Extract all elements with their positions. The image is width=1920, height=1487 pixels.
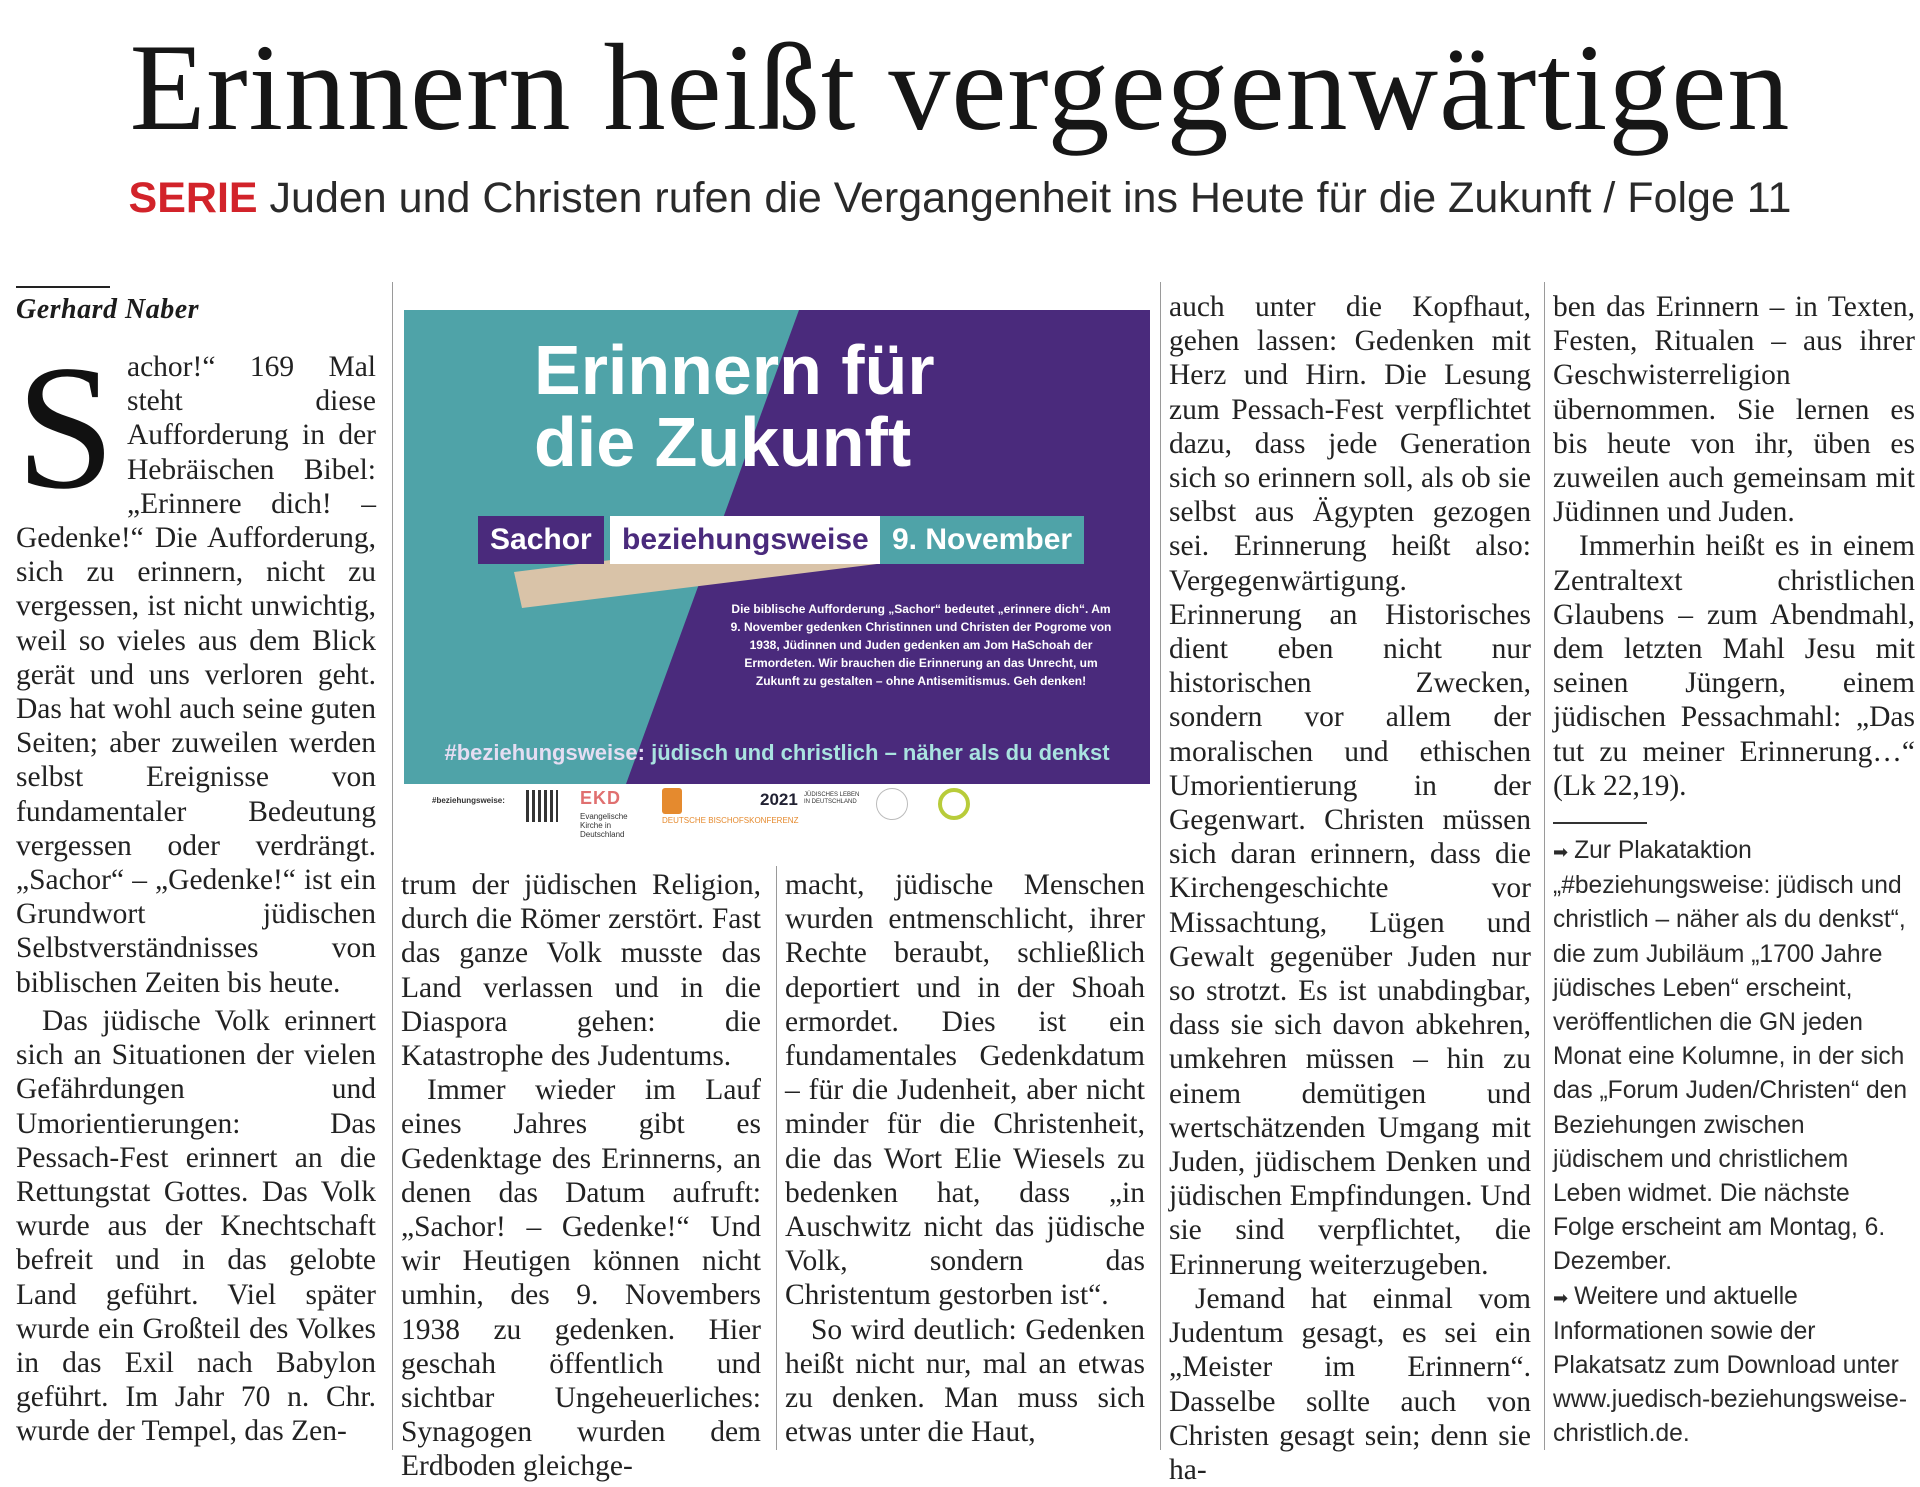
ekd-logo-caption: Evangelische Kirche in Deutschland xyxy=(580,812,628,839)
column-divider xyxy=(776,866,777,1450)
poster-logo-strip xyxy=(404,784,1150,839)
headline: Erinnern heißt vergegenwärtigen xyxy=(129,19,1791,156)
dbk-logo-icon xyxy=(662,788,682,814)
poster-description: Die biblische Aufforderung „Sachor“ bedeutet „erinnere dich“. Am 9. November gedenken Christinnen und Christen der Pogrome von 1938, Jüdinnen und Juden gedenken am Jom HaSchoah der Ermordeten. Wir brauchen die Erinnerung an das Unrecht, um Zukunft zu gestalten – ohne Antisemitismus. Geh denken! xyxy=(730,602,1112,688)
ekd-logo: EKD xyxy=(580,788,622,808)
author-rule xyxy=(16,286,110,288)
article-paragraph: trum der jüdischen Religion, durch die Römer zerstört. Fast das ganze Volk musste das Land verlassen und in die Diaspora gehen: die Katastrophe des Judentums. xyxy=(401,869,761,1073)
column-divider xyxy=(392,282,393,1450)
arrow-right-icon: ➡ xyxy=(1553,842,1569,862)
poster-image xyxy=(404,310,1150,784)
emblem-icon xyxy=(876,788,908,820)
qr-code-icon xyxy=(526,790,558,822)
logo-hashtag-text: #beziehungsweise: xyxy=(432,796,505,805)
poster-title-line: die Zukunft xyxy=(534,403,912,481)
article-paragraph: ben das Erinnern – in Texten, Festen, Ritualen – aus ihrer Geschwisterreligion übernommen. Sie lernen es bis heute von ihr, üben es zuweilen auch gemeinsam mit Jüdinnen und Juden. xyxy=(1553,291,1915,529)
article-paragraph: Das jüdische Volk erinnert sich an Situationen der vielen Gefährdungen und Umorientierungen: Das Pessach-Fest erinnert an die Rettungstat Gottes. Das Volk wurde aus der Knechtschaft befreit und in das gelobte Land geführt. Viel später wurde ein Großteil des Volkes in das Exil nach Babylon geführt. Im Jahr 70 n. Chr. wurde der Tempel, das Zen- xyxy=(16,1005,376,1448)
article-paragraph: So wird deutlich: Gedenken heißt nicht nur, mal an etwas zu denken. Man muss sich etwas unter die Haut, xyxy=(785,1313,1145,1449)
article-column-4 xyxy=(1169,290,1531,1487)
flower-emblem-icon xyxy=(938,788,970,820)
subheadline xyxy=(0,172,1920,224)
poster-tag-date: 9. November xyxy=(880,516,1084,564)
info-item xyxy=(1553,834,1915,1280)
poster-title xyxy=(534,331,1014,481)
info-box-rule xyxy=(1553,822,1647,824)
dbk-logo-caption: DEUTSCHE BISCHOFSKONFERENZ xyxy=(662,816,799,825)
subheadline-text: Juden und Christen rufen die Vergangenheit ins Heute für die Zukunft / Folge 11 xyxy=(269,174,1792,222)
poster-hashtag xyxy=(404,740,1150,766)
arrow-right-icon: ➡ xyxy=(1553,1287,1569,1308)
article-column-1-continued xyxy=(16,1004,376,1449)
poster-title-line: Erinnern für xyxy=(534,331,935,409)
column-divider xyxy=(1160,282,1161,1450)
poster-hashtag-part: #beziehungsweise: xyxy=(444,740,645,765)
article-column-5 xyxy=(1553,290,1915,803)
article-paragraph: Immer wieder im Lauf eines Jahres gibt es Gedenktage des Erinnerns, an denen das Datum aufruft: „Sachor! – Gedenke!“ Und wir Heutigen können nicht umhin, des 9. Novembers 1938 zu gedenken. Hier geschah öffentlich und sichtbar Ungeheuerliches: Synagogen wurden dem Erdboden gleichge- xyxy=(401,1074,761,1483)
info-item-text: Weitere und aktuelle Informationen sowie der Plakatsatz zum Download unter www.juedisch-beziehungsweise-christlich.de. xyxy=(1553,1282,1908,1448)
jubilee-logo-caption: JÜDISCHES LEBEN IN DEUTSCHLAND xyxy=(804,792,860,805)
article-column-2 xyxy=(401,868,761,1484)
article-paragraph: macht, jüdische Menschen wurden entmenschlicht, ihrer Rechte beraubt, schließlich deportiert und in der Shoah ermordet. Dies ist ein fundamentales Gedenkdatum – für die Judenheit, aber nicht minder für die Christenheit, die das Wort Elie Wiesels zu bedenken hat, dass „in Auschwitz nicht das jüdische Volk, sondern das Christentum gestorben ist“. xyxy=(785,869,1145,1312)
author-byline: Gerhard Naber xyxy=(16,294,200,325)
dropcap: S xyxy=(16,328,115,526)
info-item-text: Zur Plakataktion „#beziehungsweise: jüdisch und christlich – näher als du denkst“, die zum Jubiläum „1700 Jahre jüdisches Leben“ erscheint, veröffentlichen die GN jeden Monat eine Kolumne, in der sich das „Forum Juden/Christen“ den Beziehungen zwischen jüdischem und christlichem Leben widmet. Die nächste Folge erscheint am Montag, 6. Dezember. xyxy=(1553,837,1908,1276)
paragraph-text: achor!“ 169 Mal steht diese Aufforderung in der Hebräischen Bibel: „Erinnere dich! – Gedenke!“ Die Aufforderung, sich zu erinnern, nicht zu vergessen, ist nicht unwichtig, weil so vieles aus dem Blick gerät und uns verloren geht. Das hat wohl auch seine guten Seiten; aber zuweilen werden selbst Ereignisse von fundamentaler Bedeutung vergessen oder verdrängt. „Sachor“ – „Gedenke!“ ist ein Grundwort jüdischen Selbstverständnisses von biblischen Zeiten bis heute. xyxy=(16,351,376,999)
series-kicker: SERIE xyxy=(128,174,258,222)
article-paragraph: auch unter die Kopfhaut, gehen lassen: Gedenken mit Herz und Hirn. Die Lesung zum Pessach-Fest verpflichtet dazu, dass jede Generation sich so erinnern soll, als ob sie selbst aus Ägypten gezogen sei. Erinnerung heißt also: Vergegenwärtigung. Erinnerung an Historisches dient eben nicht nur historischen Zwecken, sondern vor allem der moralischen und ethischen Umorientierung in der Gegenwart. Christen müssen sich daran erinnern, dass die Kirchengeschichte vor Missachtung, Lügen und Gewalt gegenüber Juden nur so strotzt. Es ist unabdingbar, dass sie sich davon abkehren, umkehren müssen – hin zu einem demütigen und wertschätzenden Umgang mit Juden, jüdischem Denken und jüdischen Empfindungen. Und sie sind verpflichtet, die Erinnerung weiterzugeben. xyxy=(1169,291,1531,1281)
article-paragraph: Immerhin heißt es in einem Zentraltext christlichen Glaubens – zum Abendmahl, dem letzten Mahl Jesu mit seinen Jüngern, einem jüdischen Pessachmahl: „Das tut zu meiner Erinnerung…“ (Lk 22,19). xyxy=(1553,530,1915,802)
info-item xyxy=(1553,1280,1915,1452)
jubilee-logo: 2021 xyxy=(760,790,798,809)
poster-hashtag-part: jüdisch und christlich – näher als du denkst xyxy=(651,740,1110,765)
article-paragraph: Jemand hat einmal vom Judentum gesagt, es sei ein „Meister im Erinnern“. Dasselbe sollte auch von Christen gesagt sein; denn sie ha- xyxy=(1169,1282,1531,1486)
info-box xyxy=(1553,834,1915,1452)
poster-tag-sachor: Sachor xyxy=(478,516,604,564)
article-column-1 xyxy=(16,328,376,1000)
article-column-3 xyxy=(785,868,1145,1449)
column-divider xyxy=(1544,282,1545,1450)
poster-tag-beziehungsweise: beziehungsweise xyxy=(610,516,881,564)
article-paragraph xyxy=(16,328,376,1000)
